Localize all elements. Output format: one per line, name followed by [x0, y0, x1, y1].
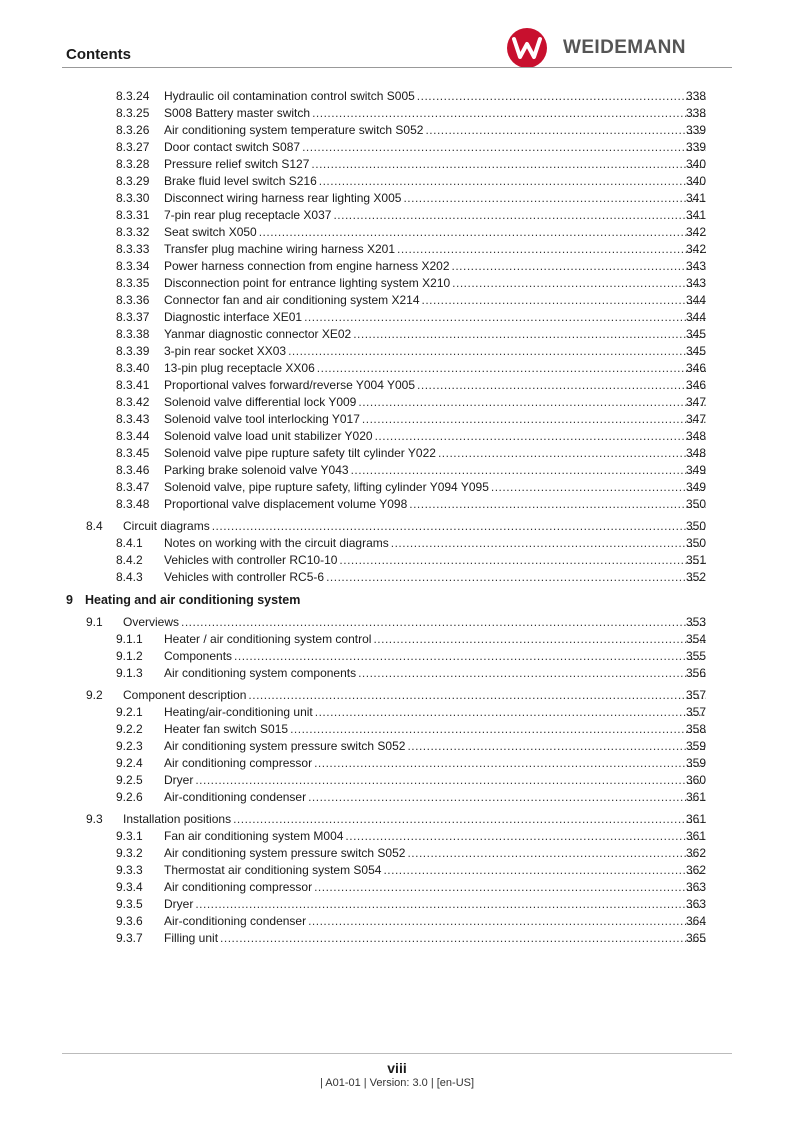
toc-dot-leader: [312, 105, 706, 122]
toc-entry-title: Diagnostic interface XE01: [164, 310, 303, 324]
toc-entry[interactable]: [0, 569, 794, 586]
toc-entry-title: Air conditioning system temperature switch S052: [164, 123, 424, 137]
toc-dot-leader: [373, 631, 706, 648]
toc-entry-title: Filling unit: [164, 931, 219, 945]
toc-dot-leader: [417, 377, 706, 394]
toc-entry-page: 345: [685, 344, 706, 358]
toc-entry-number: 8.3.36: [116, 293, 150, 307]
toc-dot-leader: [315, 704, 706, 721]
toc-entry[interactable]: [0, 156, 794, 173]
toc-entry-page: 362: [685, 846, 706, 860]
toc-entry-title: Solenoid valve load unit stabilizer Y020: [164, 429, 373, 443]
toc-dot-leader: [407, 738, 706, 755]
toc-entry-number: 9.1: [86, 615, 103, 629]
toc-dot-leader: [358, 394, 706, 411]
toc-entry[interactable]: [0, 665, 794, 682]
toc-entry-page: 350: [685, 536, 706, 550]
toc-entry-page: 342: [685, 242, 706, 256]
toc-dot-leader: [248, 687, 706, 704]
toc-entry-page: 357: [685, 705, 706, 719]
toc-entry-page: 363: [685, 897, 706, 911]
toc-entry-number: 8.4.3: [116, 570, 143, 584]
toc-entry-number: 8.3.45: [116, 446, 150, 460]
toc-entry-page: 353: [685, 615, 706, 629]
toc-entry-title: Components: [164, 649, 233, 663]
toc-entry-page: 349: [685, 480, 706, 494]
toc-dot-leader: [409, 496, 706, 513]
toc-entry-number: 8.3.29: [116, 174, 150, 188]
toc-entry-number: 8.3.41: [116, 378, 150, 392]
toc-entry-page: 348: [685, 429, 706, 443]
toc-entry-title: Heater fan switch S015: [164, 722, 289, 736]
toc-entry-number: 8.3.33: [116, 242, 150, 256]
toc-entry-title: Air conditioning system pressure switch S052: [164, 739, 406, 753]
toc-dot-leader: [391, 535, 706, 552]
toc-entry-title: Yanmar diagnostic connector XE02: [164, 327, 352, 341]
toc-entry[interactable]: [0, 631, 794, 648]
toc-entry-title: Power harness connection from engine harness X202: [164, 259, 450, 273]
toc-dot-leader: [317, 360, 706, 377]
toc-entry-title: Air conditioning system pressure switch S052: [164, 846, 406, 860]
toc-dot-leader: [403, 190, 706, 207]
toc-dot-leader: [452, 258, 706, 275]
toc-entry-number: 9.3.3: [116, 863, 143, 877]
toc-entry-page: 342: [685, 225, 706, 239]
toc-entry[interactable]: [0, 241, 794, 258]
toc-entry-number: 9.1.1: [116, 632, 143, 646]
toc-dot-leader: [375, 428, 706, 445]
toc-entry[interactable]: [0, 552, 794, 569]
toc-entry-number: 9.2.2: [116, 722, 143, 736]
toc-entry-title: Heater / air conditioning system control: [164, 632, 372, 646]
toc-entry-page: 357: [685, 688, 706, 702]
toc-entry-number: 9.3.7: [116, 931, 143, 945]
toc-entry-page: 345: [685, 327, 706, 341]
footer-divider: [62, 1053, 732, 1054]
toc-entry-page: 350: [685, 497, 706, 511]
toc-entry[interactable]: [0, 879, 794, 896]
toc-dot-leader: [425, 122, 706, 139]
toc-entry[interactable]: [0, 496, 794, 513]
toc-entry-title: Dryer: [164, 773, 194, 787]
toc-dot-leader: [326, 569, 706, 586]
toc-entry-number: 9.2.4: [116, 756, 143, 770]
toc-entry-number: 9.2.6: [116, 790, 143, 804]
toc-entry-title: Dryer: [164, 897, 194, 911]
toc-entry[interactable]: [0, 88, 794, 105]
toc-entry-number: 9.2.5: [116, 773, 143, 787]
toc-entry-title: Brake fluid level switch S216: [164, 174, 317, 188]
toc-entry-number: 8.3.27: [116, 140, 150, 154]
toc-entry[interactable]: [0, 518, 794, 535]
toc-entry-page: 352: [685, 570, 706, 584]
toc-dot-leader: [290, 721, 706, 738]
toc-entry-title: Proportional valve displacement volume Y098: [164, 497, 408, 511]
toc-dot-leader: [362, 411, 706, 428]
toc-entry-number: 8.3.46: [116, 463, 150, 477]
toc-dot-leader: [358, 665, 706, 682]
toc-entry-title: 13-pin plug receptacle XX06: [164, 361, 315, 375]
document-version: | A01-01 | Version: 3.0 | [en-US]: [319, 1077, 475, 1089]
toc-entry[interactable]: [0, 721, 794, 738]
toc-dot-leader: [351, 462, 706, 479]
toc-entry-page: 364: [685, 914, 706, 928]
toc-entry-page: 348: [685, 446, 706, 460]
toc-entry[interactable]: [0, 614, 794, 631]
toc-entry[interactable]: [0, 687, 794, 704]
toc-entry[interactable]: [0, 360, 794, 377]
toc-entry-page: 346: [685, 361, 706, 375]
toc-entry[interactable]: [0, 275, 794, 292]
toc-dot-leader: [234, 648, 706, 665]
toc-dot-leader: [314, 879, 706, 896]
toc-entry-number: 9.3.5: [116, 897, 143, 911]
toc-entry-title: Air conditioning system components: [164, 666, 357, 680]
brand-name: WEIDEMANN: [563, 37, 686, 58]
toc-entry-number: 8.3.31: [116, 208, 150, 222]
toc-dot-leader: [353, 326, 706, 343]
weidemann-w-logo-icon: [507, 28, 547, 68]
toc-entry-title: 3-pin rear socket XX03: [164, 344, 287, 358]
toc-entry[interactable]: [0, 913, 794, 930]
toc-entry-number: 8.3.24: [116, 89, 150, 103]
toc-dot-leader: [308, 789, 706, 806]
toc-entry-title: Proportional valves forward/reverse Y004 Y005: [164, 378, 416, 392]
toc-entry[interactable]: [0, 258, 794, 275]
toc-entry-number: 8.4.2: [116, 553, 143, 567]
toc-chapter-number: 9: [66, 593, 73, 607]
toc-entry-page: 361: [685, 829, 706, 843]
toc-entry-title: Solenoid valve pipe rupture safety tilt cylinder Y022: [164, 446, 436, 460]
toc-entry-number: 9.1.3: [116, 666, 143, 680]
toc-entry-number: 9.1.2: [116, 649, 143, 663]
toc-entry-number: 8.3.39: [116, 344, 150, 358]
toc-entry-title: Solenoid valve tool interlocking Y017: [164, 412, 360, 426]
toc-entry[interactable]: [0, 445, 794, 462]
toc-dot-leader: [422, 292, 707, 309]
toc-entry-title: Pressure relief switch S127: [164, 157, 310, 171]
toc-entry-page: 349: [685, 463, 706, 477]
toc-entry-title: Connector fan and air conditioning system X214: [164, 293, 420, 307]
toc-entry-number: 9.2.3: [116, 739, 143, 753]
toc-entry-number: 8.3.40: [116, 361, 150, 375]
toc-entry-page: 351: [685, 553, 706, 567]
toc-entry-number: 9.3.4: [116, 880, 143, 894]
toc-entry-title: S008 Battery master switch: [164, 106, 311, 120]
toc-entry-number: 9.3.1: [116, 829, 143, 843]
toc-entry-page: 343: [685, 259, 706, 273]
toc-entry[interactable]: [0, 896, 794, 913]
toc-entry-page: 361: [685, 812, 706, 826]
toc-entry-page: 340: [685, 157, 706, 171]
toc-entry-number: 8.3.44: [116, 429, 150, 443]
toc-dot-leader: [288, 343, 706, 360]
toc-entry[interactable]: [0, 772, 794, 789]
toc-entry-title: Hydraulic oil contamination control switch S005: [164, 89, 415, 103]
toc-entry-page: 355: [685, 649, 706, 663]
toc-entry-page: 358: [685, 722, 706, 736]
toc-dot-leader: [308, 913, 706, 930]
toc-dot-leader: [407, 845, 706, 862]
toc-entry[interactable]: [0, 862, 794, 879]
toc-entry-title: Vehicles with controller RC5-6: [164, 570, 325, 584]
toc-entry-page: 363: [685, 880, 706, 894]
toc-entry-page: 365: [685, 931, 706, 945]
toc-entry-number: 9.3: [86, 812, 103, 826]
toc-entry[interactable]: [0, 648, 794, 665]
toc-entry-title: Circuit diagrams: [123, 519, 210, 533]
toc-entry-title: Installation positions: [123, 812, 232, 826]
toc-entry-title: Parking brake solenoid valve Y043: [164, 463, 349, 477]
toc-entry-title: Fan air conditioning system M004: [164, 829, 344, 843]
toc-dot-leader: [345, 828, 706, 845]
toc-entry-title: Overviews: [123, 615, 180, 629]
toc-entry-title: Component description: [123, 688, 247, 702]
toc-entry-page: 354: [685, 632, 706, 646]
toc-entry-number: 8.4: [86, 519, 103, 533]
toc-entry[interactable]: [0, 411, 794, 428]
toc-dot-leader: [195, 896, 706, 913]
toc-entry[interactable]: [0, 535, 794, 552]
toc-entry-page: 340: [685, 174, 706, 188]
toc-entry-title: Solenoid valve differential lock Y009: [164, 395, 357, 409]
toc-dot-leader: [452, 275, 706, 292]
toc-entry[interactable]: [0, 789, 794, 806]
toc-entry-page: 347: [685, 395, 706, 409]
toc-entry-title: Transfer plug machine wiring harness X201: [164, 242, 396, 256]
toc-dot-leader: [195, 772, 706, 789]
toc-entry-page: 339: [685, 123, 706, 137]
toc-entry-number: 9.2.1: [116, 705, 143, 719]
toc-entry-page: 341: [685, 191, 706, 205]
toc-entry-number: 8.3.37: [116, 310, 150, 324]
toc-entry[interactable]: [0, 755, 794, 772]
toc-dot-leader: [491, 479, 706, 496]
toc-entry-title: Vehicles with controller RC10-10: [164, 553, 338, 567]
toc-entry[interactable]: [0, 292, 794, 309]
toc-entry-page: 344: [685, 293, 706, 307]
toc-entry-number: 8.3.43: [116, 412, 150, 426]
header-divider: [62, 67, 732, 68]
toc-entry[interactable]: [0, 828, 794, 845]
toc-entry-page: 344: [685, 310, 706, 324]
toc-entry[interactable]: [0, 105, 794, 122]
toc-entry[interactable]: [0, 479, 794, 496]
toc-entry[interactable]: [0, 309, 794, 326]
toc-dot-leader: [259, 224, 706, 241]
toc-entry[interactable]: [0, 704, 794, 721]
toc-entry[interactable]: [0, 122, 794, 139]
toc-entry-title: Air conditioning compressor: [164, 756, 313, 770]
toc-entry-title: Disconnect wiring harness rear lighting X005: [164, 191, 402, 205]
toc-entry-title: Air conditioning compressor: [164, 880, 313, 894]
toc-chapter-heading[interactable]: [66, 592, 300, 609]
toc-entry-number: 9.3.2: [116, 846, 143, 860]
toc-entry-page: 347: [685, 412, 706, 426]
toc-entry-title: Solenoid valve, pipe rupture safety, lifting cylinder Y094 Y095: [164, 480, 489, 494]
toc-dot-leader: [319, 173, 706, 190]
toc-entry[interactable]: [0, 462, 794, 479]
toc-dot-leader: [438, 445, 706, 462]
toc-entry-title: Seat switch X050: [164, 225, 257, 239]
toc-dot-leader: [181, 614, 706, 631]
toc-entry-number: 8.3.34: [116, 259, 150, 273]
toc-entry-page: 362: [685, 863, 706, 877]
toc-dot-leader: [339, 552, 706, 569]
toc-entry-page: 359: [685, 756, 706, 770]
toc-entry-number: 9.3.6: [116, 914, 143, 928]
toc-entry[interactable]: [0, 428, 794, 445]
toc-entry[interactable]: [0, 139, 794, 156]
toc-entry[interactable]: [0, 343, 794, 360]
toc-entry[interactable]: [0, 377, 794, 394]
toc-entry-page: 346: [685, 378, 706, 392]
toc-entry-number: 8.3.25: [116, 106, 150, 120]
toc-entry-title: Heating/air-conditioning unit: [164, 705, 313, 719]
toc-entry-page: 339: [685, 140, 706, 154]
toc-dot-leader: [233, 811, 706, 828]
toc-entry-page: 356: [685, 666, 706, 680]
toc-entry-number: 8.3.28: [116, 157, 150, 171]
toc-entry-page: 341: [685, 208, 706, 222]
toc-entry[interactable]: [0, 811, 794, 828]
toc-entry-number: 8.3.47: [116, 480, 150, 494]
toc-entry[interactable]: [0, 326, 794, 343]
toc-entry[interactable]: [0, 173, 794, 190]
toc-entry-number: 8.3.26: [116, 123, 150, 137]
toc-dot-leader: [302, 139, 706, 156]
brand-logo: [507, 28, 686, 68]
toc-entry-page: 359: [685, 739, 706, 753]
toc-entry[interactable]: [0, 394, 794, 411]
toc-entry-page: 360: [685, 773, 706, 787]
toc-entry[interactable]: [0, 207, 794, 224]
toc-entry-title: Disconnection point for entrance lighting system X210: [164, 276, 451, 290]
toc-chapter-title: Heating and air conditioning system: [85, 593, 301, 607]
toc-entry-number: 8.3.48: [116, 497, 150, 511]
toc-entry-number: 8.3.38: [116, 327, 150, 341]
toc-dot-leader: [314, 755, 706, 772]
toc-entry-title: Thermostat air conditioning system S054: [164, 863, 382, 877]
toc-entry[interactable]: [0, 845, 794, 862]
toc-entry-title: Notes on working with the circuit diagrams: [164, 536, 389, 550]
toc-dot-leader: [220, 930, 706, 947]
toc-entry-number: 8.3.32: [116, 225, 150, 239]
toc-entry-title: Air-conditioning condenser: [164, 914, 307, 928]
toc-dot-leader: [333, 207, 706, 224]
toc-entry[interactable]: [0, 190, 794, 207]
toc-entry-number: 8.3.42: [116, 395, 150, 409]
toc-dot-leader: [417, 88, 706, 105]
toc-entry[interactable]: [0, 224, 794, 241]
page-title: Contents: [66, 46, 131, 63]
toc-entry-page: 350: [685, 519, 706, 533]
toc-dot-leader: [397, 241, 706, 258]
toc-entry-title: Air-conditioning condenser: [164, 790, 307, 804]
toc-entry[interactable]: [0, 930, 794, 947]
toc-dot-leader: [311, 156, 706, 173]
toc-entry-number: 8.3.30: [116, 191, 150, 205]
toc-entry-page: 343: [685, 276, 706, 290]
toc-dot-leader: [212, 518, 706, 535]
toc-entry-title: 7-pin rear plug receptacle X037: [164, 208, 332, 222]
toc-entry[interactable]: [0, 738, 794, 755]
page-number: viii: [387, 1060, 407, 1076]
toc-entry-number: 8.4.1: [116, 536, 143, 550]
toc-entry-page: 338: [685, 89, 706, 103]
toc-dot-leader: [304, 309, 706, 326]
toc-dot-leader: [383, 862, 706, 879]
toc-entry-page: 361: [685, 790, 706, 804]
toc-entry-number: 8.3.35: [116, 276, 150, 290]
toc-entry-page: 338: [685, 106, 706, 120]
toc-entry-title: Door contact switch S087: [164, 140, 301, 154]
toc-entry-number: 9.2: [86, 688, 103, 702]
